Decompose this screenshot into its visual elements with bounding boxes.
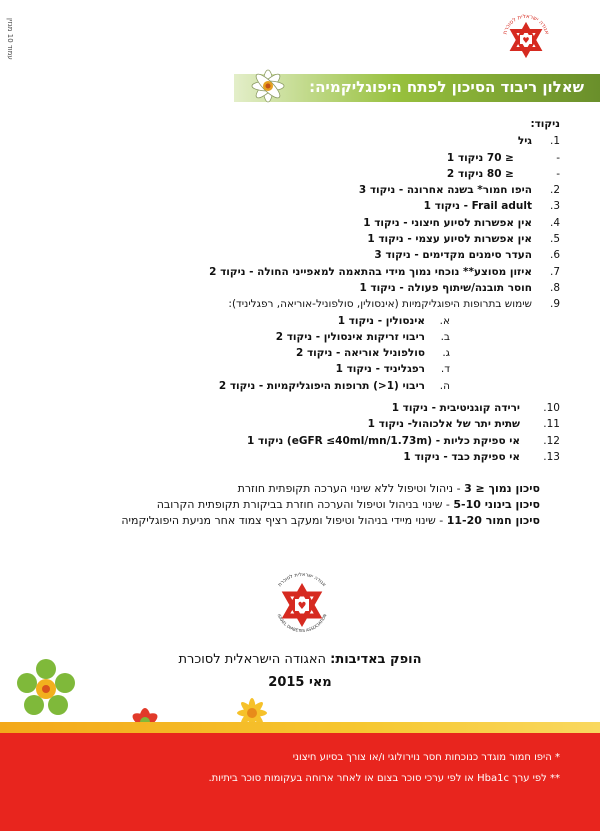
- list-item: 12. אי ספיקת כליות - (eGFR ≤40ml/mn/1.73m) ניקוד 1: [246, 434, 560, 447]
- green-flower-icon: [14, 657, 78, 721]
- questionnaire: [40, 116, 560, 465]
- list-item: - ≤ 70 ניקוד 1: [446, 151, 560, 164]
- list-item: 7. איזון מסוצע** נוכחי נמוך מידי בהתאמה למאפייני החולה - ניקוד 2: [209, 265, 560, 278]
- list-item: 3. Frail adult - ניקוד 1: [423, 200, 560, 213]
- publisher-line: הופק באדיבות: האגודה הישראלית לסוכרת: [178, 652, 422, 667]
- side-text: עמוד 10 מגזין: [6, 18, 14, 60]
- list-item: 8. חוסר תובנה/שיתוף פעולה - ניקוד 1: [359, 281, 560, 294]
- list-item: 2. היפו חמור* בשנה אחרונה - ניקוד 3: [358, 184, 560, 197]
- svg-text:אגודה ישראלית לסוכרת: אגודה ישראלית לסוכרת: [277, 571, 327, 588]
- edelweiss-flower-icon: [244, 62, 292, 110]
- ida-logo: [266, 566, 338, 638]
- score-header: ניקוד:: [530, 118, 560, 130]
- publish-date: מאי 2015: [268, 675, 332, 690]
- list-item: 1. גיל: [517, 135, 560, 148]
- footnote: ** לפי ערך Hba1c או לפי ערכי סוכר בצום או לאחר ארוחה בעקומות סוכר ביתיות.: [208, 773, 560, 784]
- sub-item: ה. ריבוי (1<) תרופות היפוגליקמיות - ניקוד 2: [218, 379, 450, 392]
- svg-text:♥: ♥: [522, 36, 530, 45]
- sub-item: ב. ריבוי זריקות אינסולין - ניקוד 2: [275, 330, 450, 343]
- svg-text:אגודה ישראלית לסוכרת: אגודה ישראלית לסוכרת: [502, 13, 550, 36]
- list-item: 13. אי ספיקת כבד - ניקוד 1: [403, 450, 560, 463]
- footnotes-band: [0, 733, 600, 831]
- sub-item: א. אינסולין - ניקוד 1: [337, 314, 450, 327]
- risk-levels: [121, 481, 540, 529]
- risk-high: סיכון חמור 11-20 - שינוי מיידי בניהול וטיפול ומעקב רציף צמוד אחר מניעת היפוגליקמיה: [121, 514, 540, 527]
- sub-item: ג. סולפוניל אוריאה - ניקוד 2: [296, 347, 450, 360]
- footnote: * היפו חמור מוגדר כנוכחות חסר נוירולוגי ו/או צורך בסיוע חיצוני: [292, 752, 560, 763]
- list-item: 9. שימוש בתרופות היפוגליקמיות (אינסולין, סולפוניל-אוריאה, רפגליניד):: [228, 298, 560, 311]
- list-item: 10. ירידה קוגניטיבית - ניקוד 1: [391, 402, 560, 415]
- svg-text:ISRAEL DIABETES ASSOCIATION: ISRAEL DIABETES ASSOCIATION: [276, 613, 328, 634]
- risk-low: סיכון נמוך ≤ 3 - ניהול וטיפול ללא שינוי הערכה תקופתית חוזרת: [237, 482, 540, 495]
- svg-text:♥: ♥: [297, 601, 307, 612]
- list-item: 6. העדר סימנים מקדימים - ניקוד 3: [374, 249, 560, 262]
- list-item: 11. שתית יתר של אלכוהול- ניקוד 1: [367, 418, 560, 431]
- list-item: 4. אין אפשרות לסיוע חיצוני - ניקוד 1: [363, 216, 560, 229]
- list-item: 5. אין אפשרות לסיוע עצמי - ניקוד 1: [367, 233, 560, 246]
- page-title: שאלון ריבוד הסיכון לפתח היפוגליקמיה:: [309, 78, 584, 96]
- ida-logo-top: [497, 8, 555, 66]
- risk-medium: סיכון בינוני 5-10 - שינוי בניהול וטיפול והערכה חוזרת בביקורת תקופתית הקרובה: [156, 498, 540, 511]
- list-item: - ≤ 80 ניקוד 2: [446, 167, 560, 180]
- sub-item: ד. רפגליניד - ניקוד 1: [335, 363, 450, 376]
